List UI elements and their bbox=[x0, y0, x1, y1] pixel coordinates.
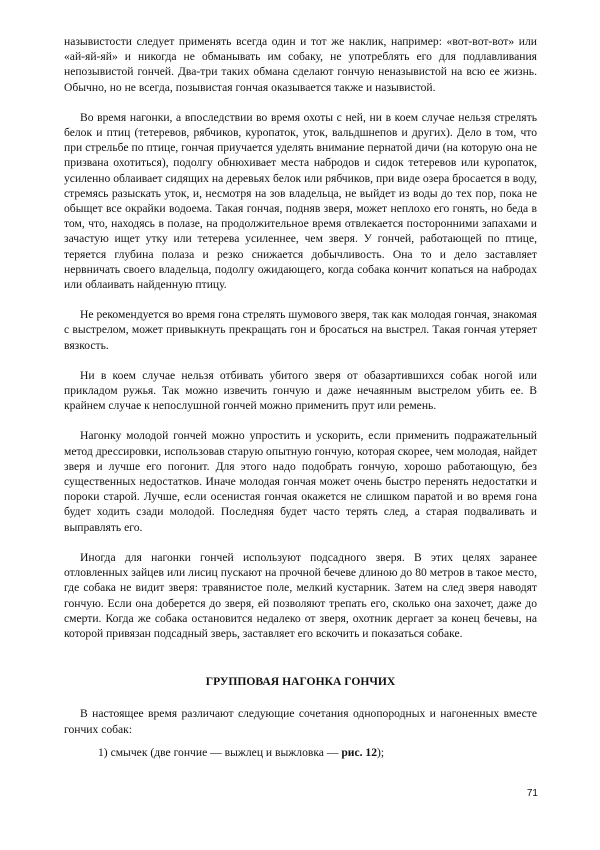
paragraph: Ни в коем случае нельзя отбивать убитого зверя от обазартившихся собак ногой или прикладом ружья. Так можно извечить гончую и даже нечаянным выстрелом убить ее. В крайнем случае к непослушной гончей можно применить прут или ремень. bbox=[64, 368, 537, 413]
paragraph: Нагонку молодой гончей можно упростить и ускорить, если применить подражательный метод дрессировки, использовав старую опытную гончую, которая скорее, чем молодая, найдет зверя и лучше его погонит. Для этого надо подобрать гончую, хорошо работающую, без существенных недостатков. Иначе молодая гончая может очень быстро перенять недостатки и пороки старой. Лучше, если осенистая гончая окажется не слишком паратой и во время гона будет ходить сзади молодой. Последняя будет часто терять след, а старая подваливать и выправлять его. bbox=[64, 429, 537, 534]
figure-reference: рис. 12 bbox=[341, 745, 378, 759]
section-heading: ГРУППОВАЯ НАГОНКА ГОНЧИХ bbox=[205, 675, 396, 689]
list-item-tail: ); bbox=[377, 745, 385, 759]
paragraph: Иногда для нагонки гончей используют подсадного зверя. В этих целях заранее отловленных зайцев или лисиц пускают на прочной бечеве длиною до 80 метров в такое место, где собака не видит зверя: травянистое поле, мелкий кустарник. Затем на след зверя наводят гончую. Если она доберется до зверя, ей позволяют трепать его, сколько она захочет, даже до смерти. Когда же собака остановится недалеко от зверя, охотник дергает за конец бечевы, на которой привязан подсадный зверь, заставляет его вскочить и показаться собаке. bbox=[64, 550, 537, 640]
paragraph: В настоящее время различают следующие сочетания однопородных и нагоненных вместе гончих собак: bbox=[64, 707, 537, 736]
paragraph: Во время нагонки, а впоследствии во время охоты с ней, ни в коем случае нельзя стрелять белок и птиц (тетеревов, рябчиков, куропаток, уток, вальдшнепов и других). Дело в том, что при стрельбе по птице, гончая приучается уделять внимание пернатой дичи (на которую она не призвана охотиться), подолгу обнюхивает места набродов и сидок тетеревов или куропаток, усиленно облаивает сидящих на деревьях белок или рябчиков, при виде озера бросается в воду, стремясь разыскать уток, и, несмотря на зов владельца, не выйдет из воды до тех пор, пока не обыщет все окрайки водоема. Такая гончая, подняв зверя, может неплохо его гонять, но беда в том, что, находясь в полазе, на продолжительное время отвлекается посторонними запахами и зачастую ищет утку или тетерева усиленнее, чем зверя. У гончей, работающей по птице, теряется глубина полаза и резко снижается добычливость. Она то и дело заставляет нервничать своего владельца, подолгу ожидающего, когда собака кончит копаться на набродах или облаивать найденную птицу. bbox=[64, 110, 537, 292]
page-number: 71 bbox=[526, 788, 538, 799]
list-item bbox=[98, 745, 537, 760]
paragraph: назывистости следует применять всегда один и тот же наклик, например: «вот-вот-вот» или «ай-яй-яй» и никогда не обманывать им собаку, не употреблять его для подлавливания непозывистой гончей. Два-три таких обмана сделают гончую неназывистой на всю ее жизнь. Обычно, но не всегда, позывистая гончая оказывается также и назывистой. bbox=[64, 35, 537, 94]
list-item-number: 1) bbox=[98, 745, 108, 759]
paragraph: Не рекомендуется во время гона стрелять шумового зверя, так как молодая гончая, знакомая с выстрелом, может привыкнуть прекращать гон и бросаться на выстрел. Такая гончая утеряет вязкость. bbox=[64, 308, 537, 352]
page-body bbox=[64, 34, 537, 760]
list-item-text: смычек (две гончие — выжлец и выжловка — bbox=[110, 745, 342, 759]
